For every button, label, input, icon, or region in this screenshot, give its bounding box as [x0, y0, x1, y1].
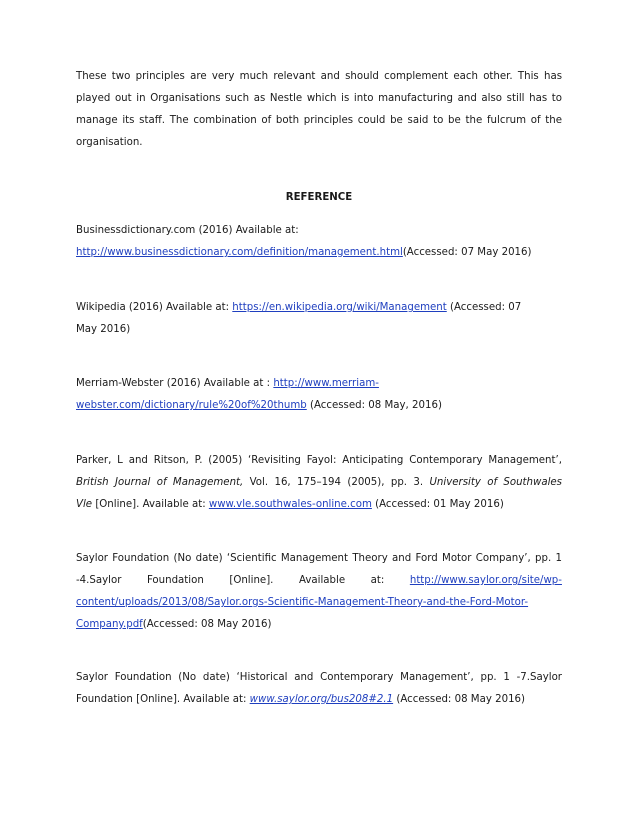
ref-link-merriam-webster-b[interactable]: webster.com/dictionary/rule%20of%20thumb	[76, 400, 307, 411]
ref-line	[76, 472, 562, 494]
ref-link-merriam-webster-a[interactable]: http://www.merriam-	[273, 378, 379, 389]
ref-w2: Foundation	[146, 575, 204, 586]
ref-accessed-cont: May 2016)	[76, 324, 131, 335]
ref-text: Saylor Foundation (No date) ‘Scientific Management Theory and Ford Motor Company’, pp. 1	[76, 553, 562, 564]
reference-wikipedia	[76, 297, 562, 341]
reference-heading: REFERENCE	[285, 192, 353, 203]
ref-online: [Online]. Available at:	[92, 499, 209, 510]
reference-saylor-ford	[76, 548, 562, 636]
ref-journal: British Journal of Management,	[76, 477, 244, 488]
ref-line	[76, 297, 562, 319]
ref-link-businessdictionary[interactable]: http://www.businessdictionary.com/definition/management.html	[76, 247, 403, 258]
ref-link-vle[interactable]: www.vle.southwales-online.com	[208, 499, 372, 510]
intro-paragraph: These two principles are very much relevant and should complement each other. This has played out in Organisations such as Nestle which is into manufacturing and also still has to manage its staff. The combination of both principles could be said to be the fulcrum of the organisation.	[76, 71, 562, 148]
ref-w5: at:	[370, 575, 385, 586]
ref-line	[76, 242, 562, 264]
ref-line	[76, 570, 562, 592]
ref-link-saylor-ford-c[interactable]: Company.pdf	[76, 619, 143, 630]
ref-vle: Vle	[76, 499, 93, 510]
ref-text: Wikipedia (2016) Available at:	[76, 302, 233, 313]
ref-w4: Available	[298, 575, 346, 586]
ref-university: University of Southwales	[429, 477, 562, 488]
ref-text-2: Foundation [Online]. Available at:	[76, 694, 250, 705]
ref-link-wikipedia[interactable]: https://en.wikipedia.org/wiki/Management	[232, 302, 447, 313]
reference-saylor-historical	[76, 667, 562, 711]
ref-text: Parker, L and Ritson, P. (2005) ‘Revisiting Fayol: Anticipating Contemporary Management’,	[76, 455, 562, 466]
ref-accessed: (Accessed: 07 May 2016)	[402, 247, 532, 258]
ref-text: Businessdictionary.com (2016) Available at:	[76, 225, 299, 236]
ref-accessed: (Accessed: 08 May 2016)	[142, 619, 272, 630]
ref-w1: -4.Saylor	[76, 575, 122, 586]
ref-accessed: (Accessed: 08 May, 2016)	[306, 400, 442, 411]
reference-businessdictionary	[76, 220, 562, 264]
ref-line	[76, 689, 562, 711]
ref-line	[76, 373, 562, 395]
ref-line	[76, 592, 562, 614]
ref-text: Merriam-Webster (2016) Available at :	[76, 378, 274, 389]
ref-accessed: (Accessed: 01 May 2016)	[371, 499, 504, 510]
ref-volume: Vol. 16, 175–194 (2005), pp. 3.	[243, 477, 430, 488]
reference-parker-ritson	[76, 450, 562, 516]
ref-accessed: (Accessed: 08 May 2016)	[393, 694, 526, 705]
ref-text: Saylor Foundation (No date) ‘Historical and Contemporary Management’, pp. 1 -7.Saylor	[76, 672, 562, 683]
reference-merriam-webster	[76, 373, 562, 417]
ref-line	[76, 614, 562, 636]
ref-link-saylor-ford-a[interactable]: http://www.saylor.org/site/wp-	[409, 575, 562, 586]
ref-link-saylor-bus208[interactable]: www.saylor.org/bus208#2.1	[249, 694, 394, 705]
ref-line	[76, 395, 562, 417]
ref-link-saylor-ford-b[interactable]: content/uploads/2013/08/Saylor.orgs-Scientific-Management-Theory-and-the-Ford-Motor-	[76, 597, 529, 608]
ref-line	[76, 494, 562, 516]
ref-accessed: (Accessed: 07	[446, 302, 522, 313]
ref-w3: [Online].	[229, 575, 274, 586]
